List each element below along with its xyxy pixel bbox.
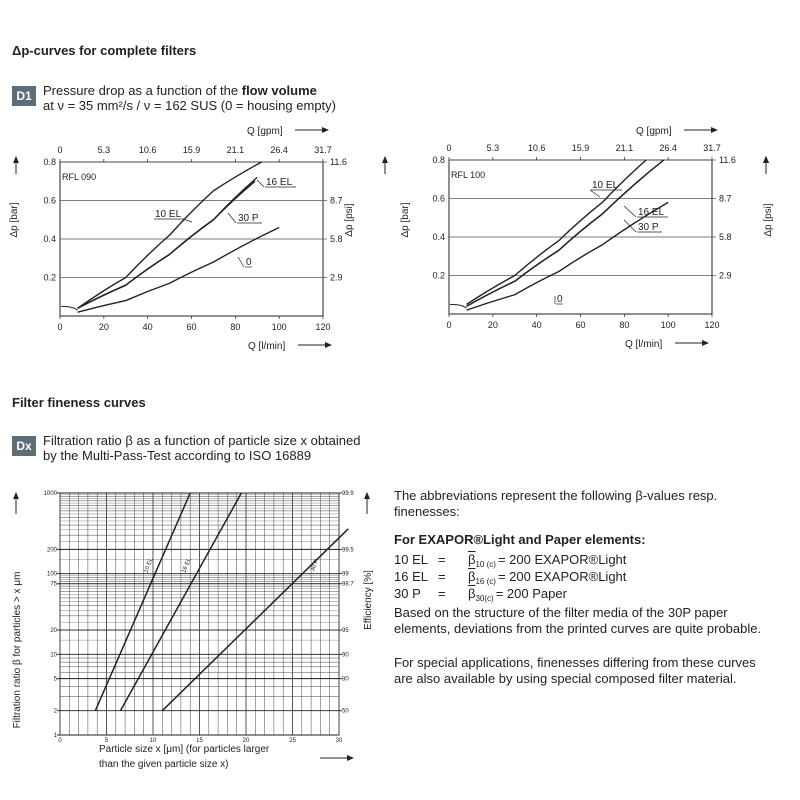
series-label-leader xyxy=(257,180,264,187)
x-tick-label: 20 xyxy=(98,322,109,332)
x2-axis-title: Q [gpm] xyxy=(636,126,672,137)
x-tick-label: 10 xyxy=(149,738,157,744)
series-line-30-p xyxy=(467,160,664,306)
x2-tick-label: 31.7 xyxy=(703,143,721,153)
x-tick-label: 0 xyxy=(57,322,63,332)
abbrev-note1-line1: Based on the structure of the filter media of the 30P paper xyxy=(394,605,728,620)
y2-axis-title: Efficiency [%] xyxy=(363,570,374,630)
y-tick-label: 0.8 xyxy=(432,155,445,165)
d1-badge: D1 xyxy=(12,86,36,106)
y-tick-label: 10 xyxy=(50,652,57,659)
housing-arc xyxy=(450,304,467,308)
x-tick-label: 40 xyxy=(531,320,542,330)
y2-axis-arrow-head xyxy=(382,156,388,163)
series-line-10-el xyxy=(78,177,258,308)
abbrev-intro-line2: finenesses: xyxy=(394,504,460,519)
x2-tick-label: 31.7 xyxy=(314,145,332,155)
x-tick-label: 5 xyxy=(104,738,109,744)
y2-axis-title: Δp [psi] xyxy=(344,203,355,237)
abbrev-sub: 16 (c) xyxy=(475,577,496,586)
x-tick-label: 120 xyxy=(704,320,720,330)
series-label: 30 P xyxy=(638,222,659,233)
y-axis-arrow-head xyxy=(13,156,19,163)
y-axis-arrow-head xyxy=(13,492,19,499)
y-tick-label: 200 xyxy=(46,547,57,554)
d1-caption-bold: flow volume xyxy=(241,83,317,98)
y2-tick-label: 95 xyxy=(342,628,349,635)
y-tick-label: 0.4 xyxy=(43,234,56,244)
y2-tick-label: 99.5 xyxy=(342,547,354,554)
abbrev-code: 10 EL xyxy=(394,552,428,567)
x-tick-label: 30 xyxy=(335,738,343,744)
x2-tick-label: 0 xyxy=(57,145,63,155)
series-label: 16 EL xyxy=(638,207,665,218)
series-label-leader xyxy=(624,220,636,232)
y2-axis-arrow-head xyxy=(763,156,769,163)
d1-caption-line1: Pressure drop as a function of the xyxy=(43,83,242,98)
dp-chart-1 xyxy=(9,126,355,352)
y2-tick-label: 80 xyxy=(342,676,349,683)
y-tick-label: 100 xyxy=(46,571,57,578)
abbrev-note2-line2: are also available by using special composed filter material. xyxy=(394,671,737,686)
abbrev-beta: $\overline{\beta}$ xyxy=(468,586,476,601)
x-tick-label: 20 xyxy=(242,738,250,744)
x-axis-arrow-head xyxy=(347,755,354,761)
y2-tick-label: 99 xyxy=(342,571,349,578)
x-axis-title-line1: Particle size x [μm] (for particles larger xyxy=(99,744,270,755)
x2-tick-label: 15.9 xyxy=(571,143,590,153)
d1-caption-line2: at ν = 35 mm²/s / ν = 162 SUS (0 = housing empty) xyxy=(43,98,336,113)
series-line-16-el xyxy=(78,162,262,308)
x-axis-arrow-head xyxy=(702,340,709,346)
abbrev-subheading: For EXAPOR®Light and Paper elements: xyxy=(394,532,646,547)
housing-arc xyxy=(61,306,78,310)
abbrev-code: 16 EL xyxy=(394,569,428,584)
abbrev-eq: = xyxy=(438,586,446,601)
y-tick-label: 0.4 xyxy=(432,232,445,242)
y-tick-label: 1000 xyxy=(43,491,57,497)
y-tick-label: 1 xyxy=(53,733,57,739)
y2-tick-label: 98.7 xyxy=(342,581,354,588)
y-axis-title: Filtration ratio β for particles > x μm xyxy=(12,571,23,729)
series-label-leader xyxy=(238,257,244,267)
y-tick-label: 0.8 xyxy=(43,157,56,167)
x2-tick-label: 21.1 xyxy=(615,143,634,153)
series-label-leader xyxy=(624,206,636,217)
x-tick-label: 25 xyxy=(289,738,296,744)
abbrev-eq: = xyxy=(438,569,446,584)
y-tick-label: 20 xyxy=(50,628,57,635)
x-tick-label: 100 xyxy=(660,320,676,330)
x2-tick-label: 15.9 xyxy=(182,145,201,155)
abbrev-sub: 10 (c) xyxy=(475,560,496,569)
y-axis-title: Δp [bar] xyxy=(9,202,20,238)
y2-tick-label: 8.7 xyxy=(719,193,732,204)
series-label-leader xyxy=(590,190,600,197)
abbrev-value: = 200 Paper xyxy=(495,586,567,601)
x-tick-label: 60 xyxy=(186,322,197,332)
series-label: 10 EL xyxy=(143,557,155,575)
x-axis-title: Q [l/min] xyxy=(625,339,663,350)
abbrev-note1-line2: elements, deviations from the printed curves are quite probable. xyxy=(394,621,762,636)
x-tick-label: 60 xyxy=(575,320,586,330)
series-line-0 xyxy=(467,202,669,310)
dx-badge: Dx xyxy=(12,436,36,456)
y2-tick-label: 8.7 xyxy=(330,195,343,206)
x-tick-label: 80 xyxy=(230,322,241,332)
x2-tick-label: 5.3 xyxy=(97,145,111,155)
x-tick-label: 0 xyxy=(58,738,62,744)
series-label: 0 xyxy=(557,294,563,305)
series-label: 10 EL xyxy=(592,180,619,191)
series-label: 16 EL xyxy=(266,177,293,188)
fineness-chart xyxy=(12,491,374,770)
x-tick-label: 100 xyxy=(271,322,287,332)
series-label: 0 xyxy=(246,257,252,268)
x2-axis-arrow-head xyxy=(322,127,329,133)
y2-tick-label: 5.8 xyxy=(719,232,732,242)
x2-tick-label: 0 xyxy=(446,143,452,153)
panel-label: RFL 100 xyxy=(451,170,486,180)
abbrev-intro-line1: The abbreviations represent the following β-values resp. xyxy=(394,488,718,503)
x-tick-label: 40 xyxy=(142,322,153,332)
x-axis-title-line2: than the given particle size x) xyxy=(99,759,229,770)
y2-tick-label: 2.9 xyxy=(719,270,732,281)
y-axis-title: Δp [bar] xyxy=(400,202,411,238)
x-tick-label: 0 xyxy=(446,320,452,330)
x2-tick-label: 10.6 xyxy=(138,145,157,155)
series-label: 30 P xyxy=(238,213,259,224)
abbrev-sub: 30(c) xyxy=(475,594,494,603)
y-tick-label: 0.2 xyxy=(432,270,445,281)
y-tick-label: 0.6 xyxy=(43,195,56,206)
y2-tick-label: 5.8 xyxy=(330,234,343,244)
y2-tick-label: 11.6 xyxy=(330,157,347,167)
series-label: 16 EL xyxy=(181,557,193,575)
section-title-dp-curves: Δp-curves for complete filters xyxy=(12,43,197,58)
series-line-10-el xyxy=(95,493,190,711)
abbrev-beta: $\overline{\beta}$ xyxy=(468,552,476,567)
x-tick-label: 15 xyxy=(196,738,203,744)
dp-chart-2 xyxy=(400,126,774,350)
y2-tick-label: 99.9 xyxy=(342,491,354,497)
x2-tick-label: 26.4 xyxy=(270,145,288,155)
x-tick-label: 20 xyxy=(487,320,498,330)
series-label: 10 EL xyxy=(155,209,182,220)
x2-axis-arrow-head xyxy=(711,127,718,133)
dx-caption-line1: Filtration ratio β as a function of particle size x obtained xyxy=(43,433,361,448)
x-tick-label: 120 xyxy=(315,322,331,332)
series-label-leader xyxy=(228,213,236,223)
abbrev-eq: = xyxy=(438,552,446,567)
series-line-0 xyxy=(78,227,280,312)
x2-tick-label: 21.1 xyxy=(226,145,245,155)
x-tick-label: 80 xyxy=(619,320,630,330)
x2-tick-label: 10.6 xyxy=(527,143,546,153)
abbrev-value: = 200 EXAPOR®Light xyxy=(497,569,627,584)
y2-tick-label: 11.6 xyxy=(719,155,736,165)
x2-tick-label: 5.3 xyxy=(486,143,500,153)
abbrev-value: = 200 EXAPOR®Light xyxy=(497,552,627,567)
y2-axis-title: Δp [psi] xyxy=(763,203,774,237)
abbrev-beta: $\overline{\beta}$ xyxy=(468,569,476,584)
x-axis-arrow-head xyxy=(325,342,332,348)
x2-tick-label: 26.4 xyxy=(659,143,677,153)
abbrev-code: 30 P xyxy=(394,586,421,601)
y2-axis-arrow-head xyxy=(364,492,370,499)
dx-caption-line2: by the Multi-Pass-Test according to ISO 16889 xyxy=(43,448,312,463)
abbrev-note2-line1: For special applications, finenesses differing from these curves xyxy=(394,655,756,670)
x2-axis-title: Q [gpm] xyxy=(247,126,283,137)
y2-tick-label: 2.9 xyxy=(330,272,343,283)
series-label-leader xyxy=(183,219,192,222)
panel-label: RFL 090 xyxy=(62,172,97,182)
series-label: 30 P xyxy=(309,558,321,573)
y-tick-label: 0.6 xyxy=(432,193,445,204)
y-tick-label: 5 xyxy=(53,676,57,683)
y-tick-label: 2 xyxy=(53,708,57,715)
y2-tick-label: 90 xyxy=(342,652,349,659)
y-tick-label: 0.2 xyxy=(43,272,56,283)
series-line-16-el xyxy=(467,160,664,306)
x-axis-title: Q [l/min] xyxy=(248,341,286,352)
section-title-fineness: Filter fineness curves xyxy=(12,395,146,410)
y2-tick-label: 50 xyxy=(342,708,349,715)
y-tick-label: 75 xyxy=(50,581,57,588)
